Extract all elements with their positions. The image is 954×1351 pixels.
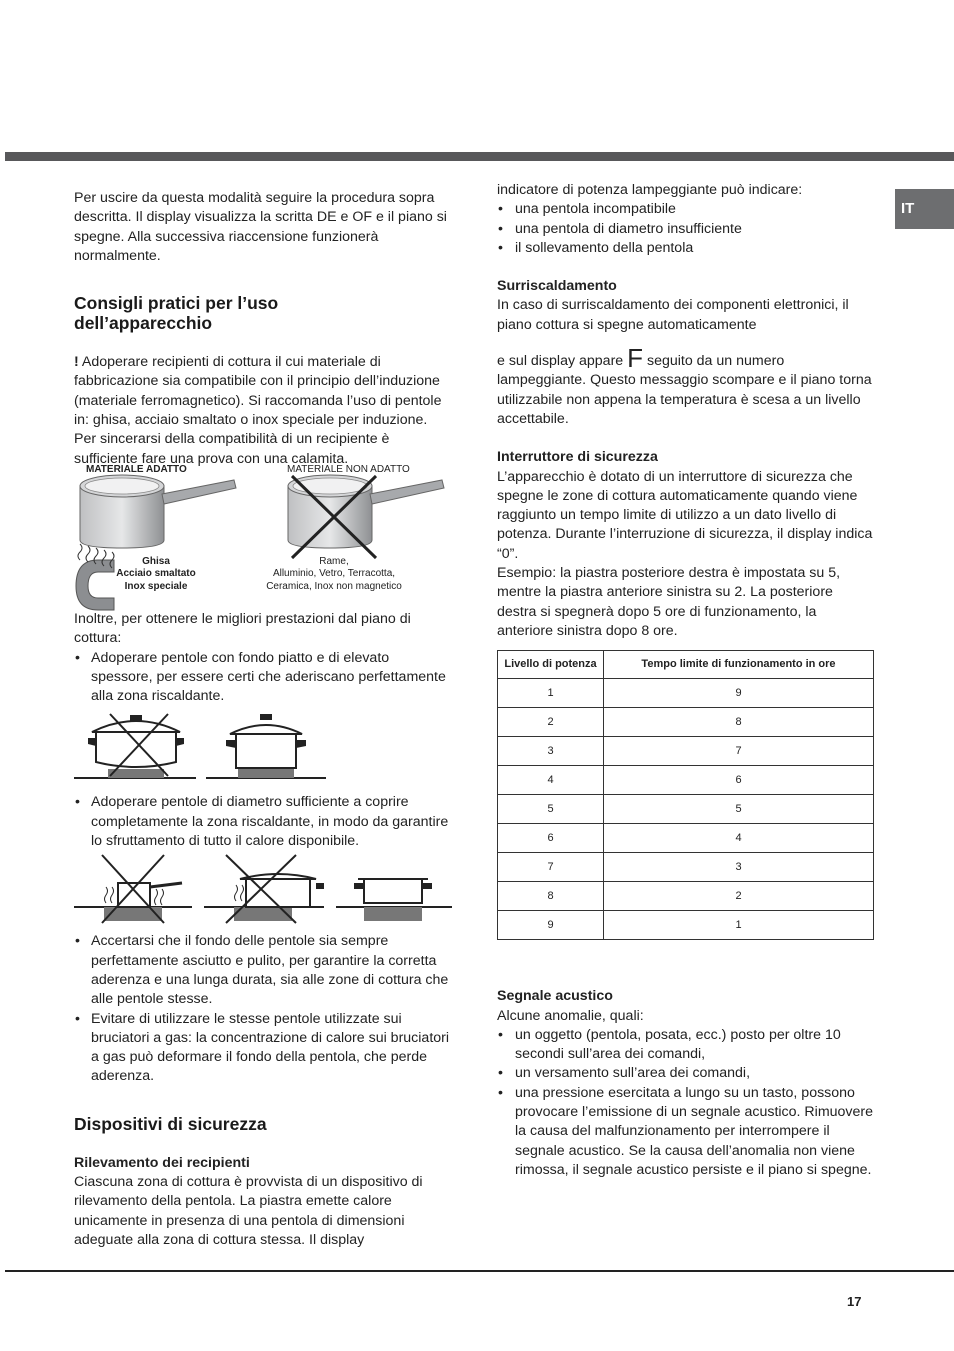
table-row: 9 1: [498, 911, 874, 940]
subheading-segnale: Segnale acustico: [497, 988, 613, 1005]
list-item: • Adoperare pentole con fondo piatto e di elevato spessore, per essere certi che aderiscano perfettamente alla zona riscaldante.: [74, 649, 452, 707]
warning-icon: !: [74, 354, 79, 371]
tips-list-3: [74, 932, 452, 1086]
table-header: Tempo limite di funzionamento in ore: [604, 651, 874, 679]
flat-bottom-illustration: [74, 710, 452, 782]
interruttore-paragraph: L’apparecchio è dotato di un interruttore di sicurezza che spegne le zone di cottura automaticamente quando viene raggiunto un tempo limite di utilizzo a un dato livello di potenza. Durante l’interruzione di sicurezza, il display indica “0”.: [497, 468, 873, 562]
warning-paragraph: ! Adoperare recipienti di cottura il cui materiale di fabbricazione sia compatibile con il principio dell’induzione (materiale ferromagnetico). Si raccomanda l’uso di pentole in: ghisa, acciaio smaltato o inox speciale per induzione. Per sincerarsi della compatibilità di un recipiente è sufficiente fare una prova con una calamita.: [74, 354, 442, 467]
error-code-symbol: F: [627, 343, 644, 374]
rilevamento-paragraph: Ciascuna zona di cottura è provvista di un dispositivo di rilevamento della pentola. La piastra emette calore unicamente in presenza di una pentola di dimensioni adeguate alla zona di cottura stessa. Il display: [74, 1174, 423, 1248]
list-item: • Evitare di utilizzare le stesse pentole utilizzate sui bruciatori a gas: la concentrazione di calore sui bruciatori a gas può deformare il fondo della pentola, che perde aderenza.: [74, 1010, 452, 1087]
table-row: 1 9: [498, 679, 874, 708]
list-item: • il sollevamento della pentola: [497, 239, 875, 258]
fig-materials-unsuitable: Rame, Alluminio, Vetro, Terracotta, Ceramica, Inox non magnetico: [266, 555, 402, 592]
fig-materials-suitable: Ghisa Acciaio smaltato Inox speciale: [116, 555, 196, 592]
subheading-surriscaldamento: Surriscaldamento: [497, 278, 617, 295]
table-row: 7 3: [498, 853, 874, 882]
pot-diameter-illustration: [74, 853, 452, 925]
table-header: Livello di potenza: [498, 651, 604, 679]
table-row: 3 7: [498, 737, 874, 766]
segnale-intro: Alcune anomalie, quali:: [497, 1007, 644, 1024]
top-divider-bar: [5, 152, 954, 161]
table-row: 6 4: [498, 824, 874, 853]
small-pot-icon: [105, 883, 183, 907]
correct-pot-icon: [354, 879, 432, 903]
list-item: • un versamento sull’area dei comandi,: [497, 1064, 875, 1083]
page-number: 17: [847, 1294, 862, 1309]
table-row: 4 6: [498, 766, 874, 795]
indicator-paragraph: indicatore di potenza lampeggiante può indicare:: [497, 182, 803, 198]
list-item: • una pentola di diametro insufficiente: [497, 220, 875, 239]
saucepan-suitable-icon: [80, 475, 236, 548]
segnale-list: [497, 1026, 875, 1180]
table-body: [498, 679, 874, 940]
list-item: • Accertarsi che il fondo delle pentole sia sempre perfettamente asciutto e pulito, per garantire la corretta aderenza e una lunga durata, sia alle zone di cottura che alle pentole stesse.: [74, 932, 452, 1009]
fig-label-adatto: MATERIALE ADATTO: [86, 463, 187, 475]
tips-list-2: [74, 793, 452, 851]
subheading-interruttore: Interruttore di sicurezza: [497, 449, 658, 466]
list-item: • una pentola incompatibile: [497, 200, 875, 219]
materials-figure: [74, 464, 452, 612]
intro-paragraph: Per uscire da questa modalità seguire la procedura sopra descritta. Il display visualizza la scritta DE e OF e il piano si spegne. Alla successiva riaccensione funzionerà normalmente.: [74, 190, 447, 264]
list-item: • un oggetto (pentola, posata, ecc.) posto per oltre 10 secondi sull’area dei comandi,: [497, 1026, 875, 1065]
list-item: • Adoperare pentole di diametro sufficiente a coprire completamente la zona riscaldante, in modo da garantire lo sfruttamento di tutto il calore disponibile.: [74, 793, 452, 851]
esempio-paragraph: Esempio: la piastra posteriore destra è impostata su 5, mentre la piastra anteriore sinistra su 2. La posteriore destra si spegnerà dopo 5 ore di funzionamento, la anteriore sinistra dopo 8 ore.: [497, 565, 841, 639]
left-column: [74, 189, 452, 1250]
table-row: 5 5: [498, 795, 874, 824]
language-tab: IT: [895, 189, 954, 229]
fig-label-non-adatto: MATERIALE NON ADATTO: [287, 463, 410, 475]
flat-pot-icon: [226, 714, 306, 768]
power-time-table: [497, 650, 874, 940]
surriscaldamento-paragraph-1: In caso di surriscaldamento dei componenti elettronici, il piano cottura si spegne automaticamente: [497, 297, 849, 333]
list-item: • una pressione esercitata a lungo su un tasto, possono provocare l’emissione di un segnale acustico. Rimuovere la causa del malfunzionamento per interrompere il segnale acustico. Se la causa dell’anomalia non viene rimossa, il segnale acustico persiste e il piano si spegne.: [497, 1084, 875, 1180]
tips-list-1: [74, 649, 452, 707]
subheading-rilevamento: Rilevamento dei recipienti: [74, 1154, 250, 1171]
heading-consigli: Consigli pratici per l’uso dell’apparecchio: [74, 293, 279, 334]
right-column: [497, 181, 875, 1180]
bottom-divider-line: [5, 1270, 954, 1272]
table-row: 2 8: [498, 708, 874, 737]
inoltre-paragraph: Inoltre, per ottenere le migliori prestazioni dal piano di cottura:: [74, 610, 411, 647]
table-row: 8 2: [498, 882, 874, 911]
surriscaldamento-paragraph-2: e sul display appare F seguito da un numero lampeggiante. Questo messaggio scompare e il piano torna utilizzabile non appena la temperatura è scesa a un livello accettabile.: [497, 343, 872, 427]
indicator-list: [497, 200, 875, 258]
heading-dispositivi: Dispositivi di sicurezza: [74, 1113, 267, 1134]
